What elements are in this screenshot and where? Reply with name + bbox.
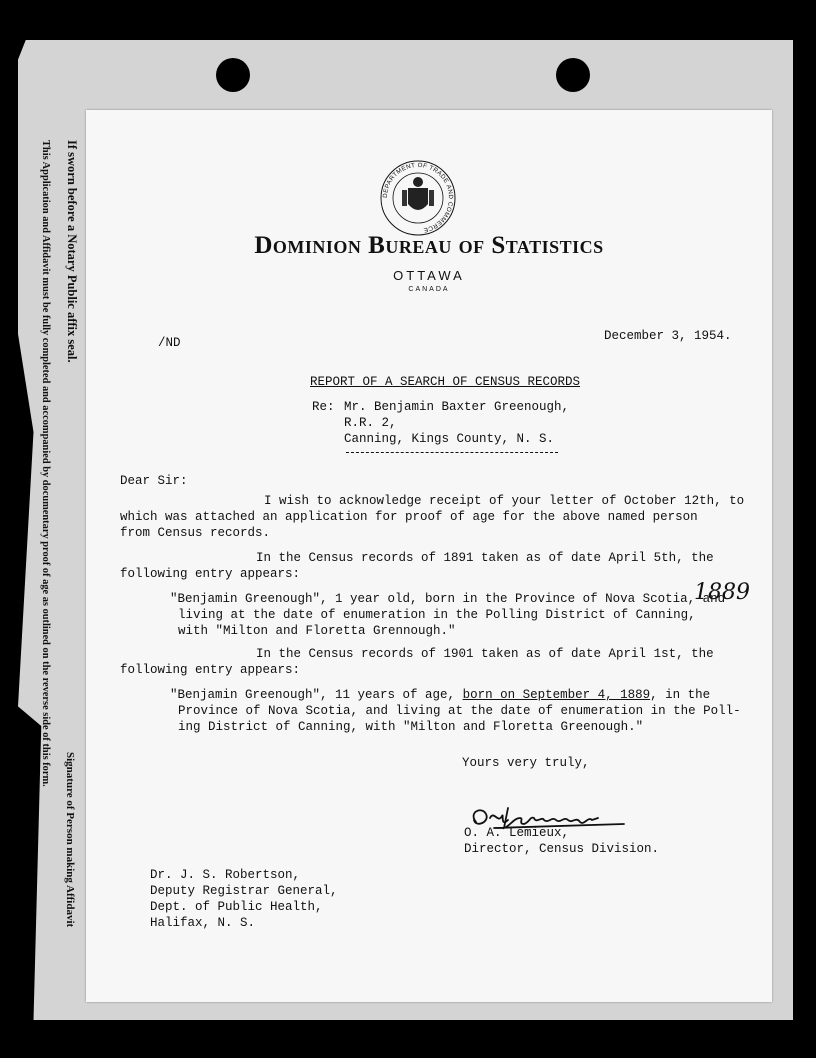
addressee-line-3: Dept. of Public Health,: [150, 900, 323, 914]
reference-code: /ND: [158, 336, 181, 350]
margin-seal-note: If sworn before a Notary Public affix seal.: [65, 140, 79, 363]
addressee-line-2: Deputy Registrar General,: [150, 884, 338, 898]
quote-1901-line-1: [170, 688, 710, 703]
paragraph-1-line-1: I wish to acknowledge receipt of your letter of October 12th, to: [264, 494, 745, 508]
letter-date: December 3, 1954.: [604, 329, 732, 343]
signatory-name: O. A. Lemieux,: [464, 826, 570, 840]
paragraph-2-line-1: In the Census records of 1891 taken as of date April 5th, the: [256, 551, 714, 565]
margin-affidavit-note: This Application and Affidavit must be fully completed and accompanied by documentary proof of age as outlined on the reverse side of this form.: [40, 140, 51, 787]
bureau-country: CANADA: [408, 286, 450, 293]
paragraph-1-line-3: from Census records.: [120, 526, 271, 540]
signatory-title: Director, Census Division.: [464, 842, 660, 856]
re-line-1: Mr. Benjamin Baxter Greenough,: [344, 400, 570, 414]
re-line-2: R.R. 2,: [344, 416, 397, 430]
punch-hole-left: [216, 58, 250, 92]
margin-signature-label: Signature of Person making Affidavit: [64, 752, 76, 928]
birth-date-underlined: born on September 4, 1889: [462, 688, 651, 702]
quote-1901-text-c: , in the: [650, 688, 711, 702]
addressee-line-4: Halifax, N. S.: [150, 916, 256, 930]
bureau-name: Dominion Bureau of Statistics: [254, 232, 604, 259]
re-divider: [346, 452, 558, 453]
quote-1901-line-3: ing District of Canning, with "Milton and Floretta Greenough.": [178, 720, 644, 734]
punch-hole-right: [556, 58, 590, 92]
addressee-line-1: Dr. J. S. Robertson,: [150, 868, 301, 882]
bureau-city: OTTAWA: [393, 268, 465, 283]
paragraph-3-line-2: following entry appears:: [120, 663, 301, 677]
handwritten-note: 1889: [694, 580, 750, 605]
re-line-3: Canning, Kings County, N. S.: [344, 432, 555, 446]
report-title: REPORT OF A SEARCH OF CENSUS RECORDS: [310, 375, 581, 389]
re-label: Re:: [312, 400, 335, 414]
quote-1901-line-2: Province of Nova Scotia, and living at the date of enumeration in the Poll-: [178, 704, 741, 718]
quote-1891-line-2: living at the date of enumeration in the Polling District of Canning,: [178, 608, 696, 622]
crest-icon: [378, 158, 458, 238]
salutation: Dear Sir:: [120, 474, 188, 488]
letter-page: [86, 110, 772, 1002]
paragraph-3-line-1: In the Census records of 1901 taken as of date April 1st, the: [256, 647, 714, 661]
paragraph-2-line-2: following entry appears:: [120, 567, 301, 581]
quote-1891-line-3: with "Milton and Floretta Grennough.": [178, 624, 456, 638]
closing: Yours very truly,: [462, 756, 590, 770]
svg-text:DEPARTMENT OF TRADE AND COMMER: DEPARTMENT OF TRADE AND COMMERCE: [381, 161, 455, 234]
quote-1891-line-1: "Benjamin Greenough", 1 year old, born in the Province of Nova Scotia, and: [170, 592, 726, 606]
paragraph-1-line-2: which was attached an application for proof of age for the above named person: [120, 510, 698, 524]
quote-1901-text-a: "Benjamin Greenough", 11 years of age,: [170, 688, 463, 702]
